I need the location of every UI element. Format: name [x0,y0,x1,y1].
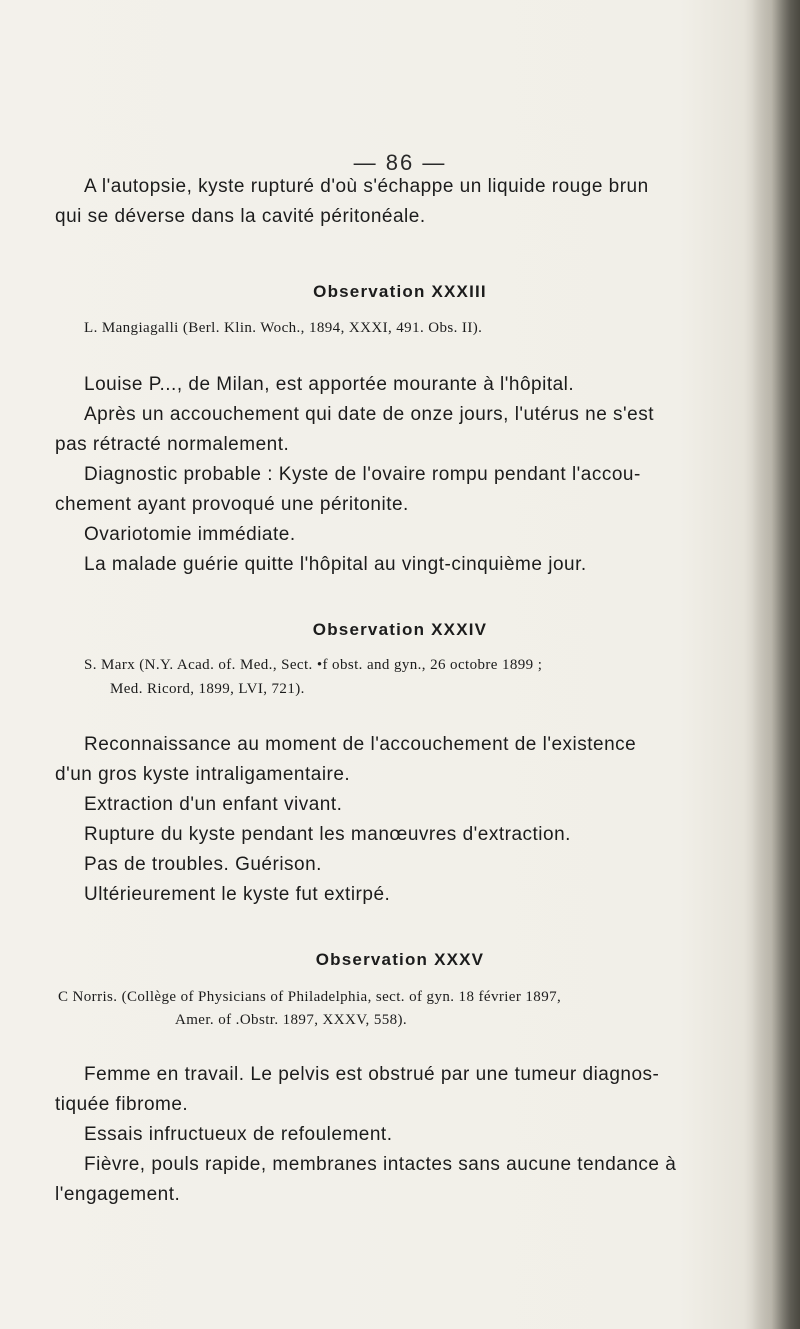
observation-33-line-5: chement ayant provoqué une péritonite. [55,494,409,515]
observation-34-reference-line-2: Med. Ricord, 1899, LVI, 721). [110,681,305,697]
observation-33-line-4: Diagnostic probable : Kyste de l'ovaire rompu pendant l'accou- [84,464,641,485]
observation-33-line-1: Louise P..., de Milan, est apportée mourante à l'hôpital. [84,374,575,395]
observation-34-line-2: d'un gros kyste intraligamentaire. [55,764,351,785]
observation-35-reference-line-1: C Norris. (Collège of Physicians of Philadelphia, sect. of gyn. 18 février 1897, [58,989,562,1005]
observation-35-title: Observation XXXV [315,950,485,969]
observation-33-line-7: La malade guérie quitte l'hôpital au vingt-cinquième jour. [84,554,587,575]
intro-line-2: qui se déverse dans la cavité péritonéale. [55,206,426,227]
observation-34-line-3: Extraction d'un enfant vivant. [84,794,343,815]
observation-35-reference-line-2: Amer. of .Obstr. 1897, XXXV, 558). [175,1012,408,1028]
observation-34-line-1: Reconnaissance au moment de l'accouchement de l'existence [84,734,637,755]
observation-35-line-5: l'engagement. [55,1184,181,1205]
observation-34-line-6: Ultérieurement le kyste fut extirpé. [84,884,391,905]
page-edge-shadow [752,0,800,1329]
observation-33-title: Observation XXXIII [313,282,487,301]
page-number: — 86 — [353,150,447,175]
observation-33-reference: L. Mangiagalli (Berl. Klin. Woch., 1894, XXXI, 491. Obs. II). [84,320,483,336]
intro-line-1: A l'autopsie, kyste rupturé d'où s'échappe un liquide rouge brun [84,176,649,197]
observation-34-reference-line-1: S. Marx (N.Y. Acad. of. Med., Sect. •f obst. and gyn., 26 octobre 1899 ; [84,657,543,673]
observation-35-line-1: Femme en travail. Le pelvis est obstrué par une tumeur diagnos- [84,1064,660,1085]
observation-34-line-5: Pas de troubles. Guérison. [84,854,322,875]
observation-35-line-3: Essais infructueux de refoulement. [84,1124,393,1145]
observation-35-line-4: Fièvre, pouls rapide, membranes intactes sans aucune tendance à [84,1154,677,1175]
observation-33-line-3: pas rétracté normalement. [55,434,290,455]
observation-33-line-2: Après un accouchement qui date de onze jours, l'utérus ne s'est [84,404,655,425]
observation-33-line-6: Ovariotomie immédiate. [84,524,296,545]
observation-34-line-4: Rupture du kyste pendant les manœuvres d'extraction. [84,824,571,845]
observation-34-title: Observation XXXIV [312,620,488,639]
observation-35-line-2: tiquée fibrome. [55,1094,189,1115]
